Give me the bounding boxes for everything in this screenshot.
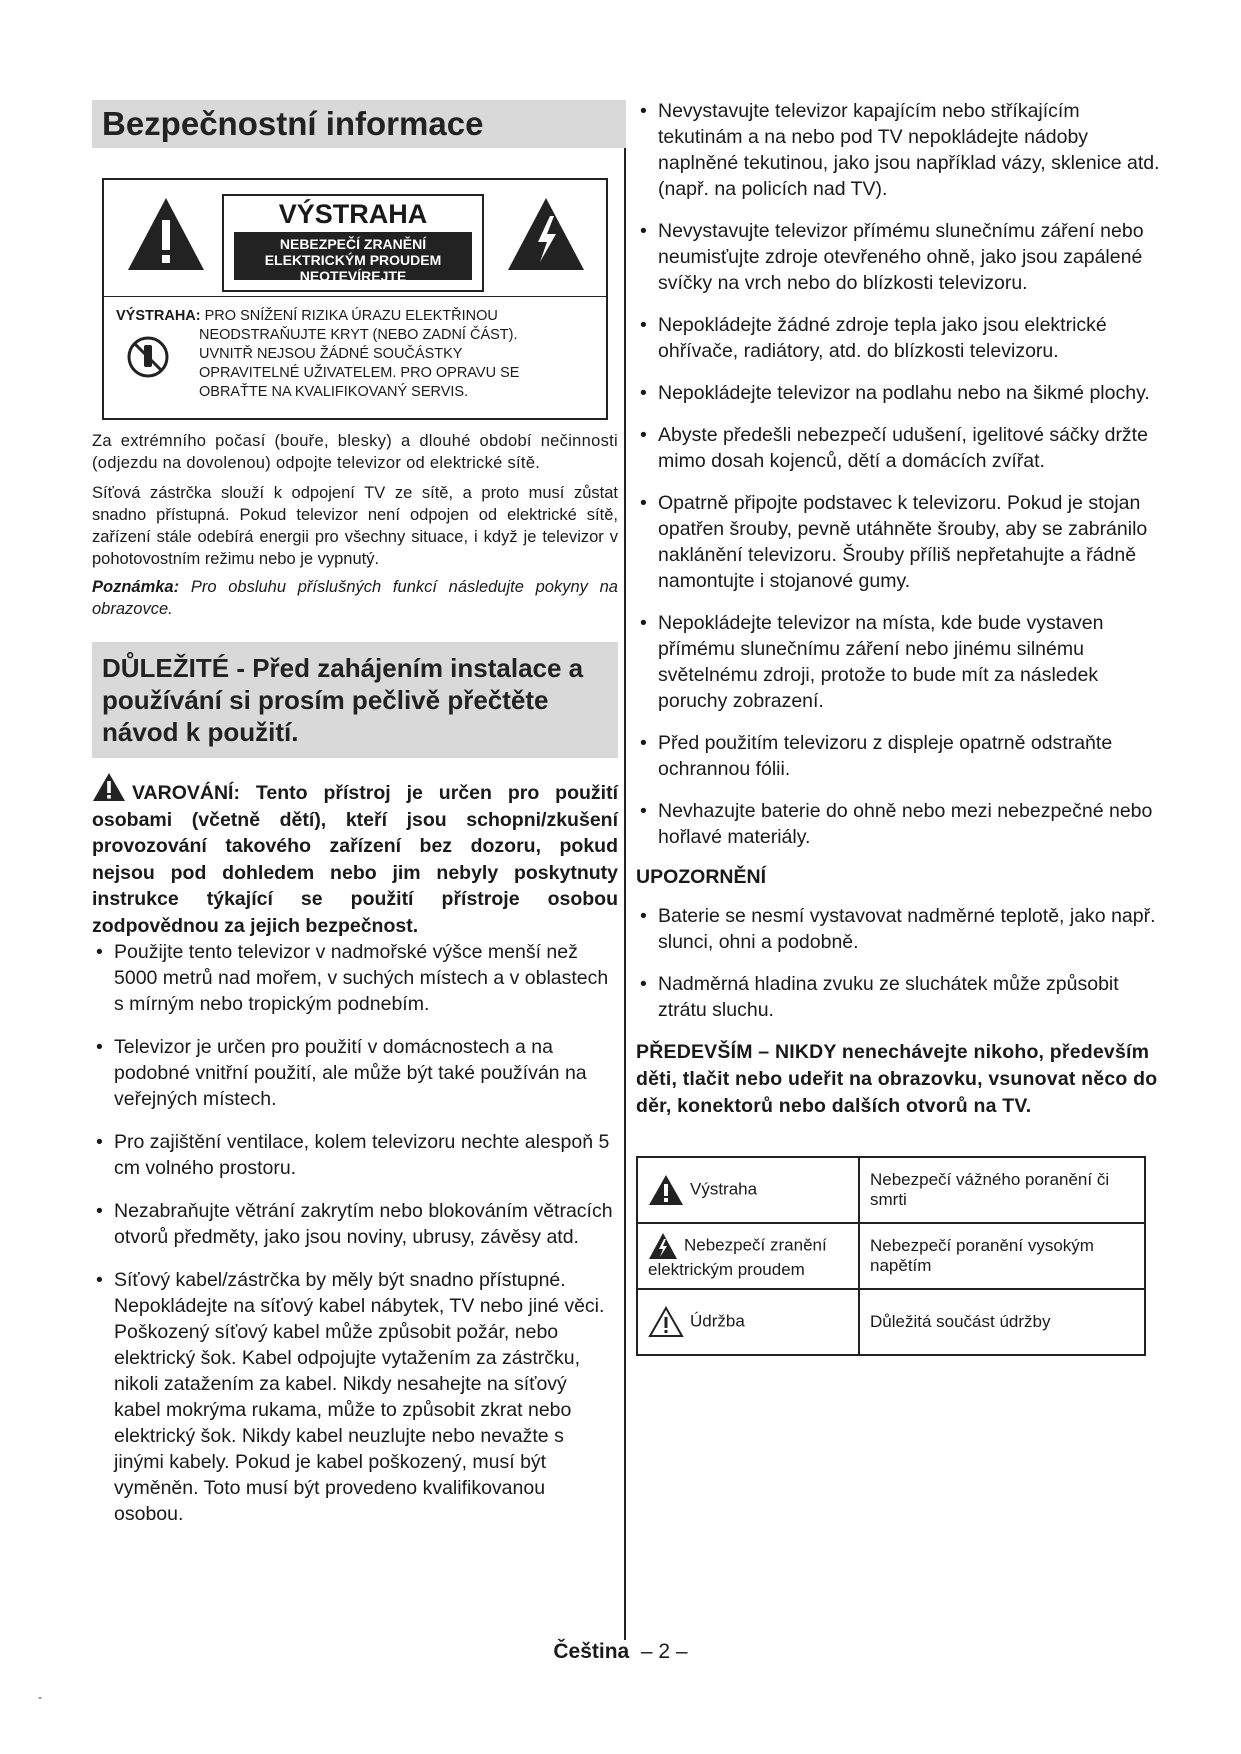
vystraha-heading: VÝSTRAHA	[278, 199, 428, 229]
right-column	[636, 98, 1168, 1356]
warning-line: OPRAVITELNÉ UŽIVATELEM. PRO OPRAVU SE	[199, 365, 520, 381]
table-cell: Nebezpečí vážného poranění či smrti	[859, 1157, 1145, 1223]
warning-label-top	[104, 180, 606, 297]
table-row	[637, 1223, 1145, 1289]
table-cell	[637, 1289, 859, 1355]
list-item: • Nadměrná hladina zvuku ze sluchátek může způsobit ztrátu sluchu.	[636, 971, 1168, 1023]
page-number: – 2 –	[640, 1640, 688, 1663]
list-item: • Nezabraňujte větrání zakrytím nebo blokováním větracích otvorů předměty, jako jsou noviny, ubrusy, závěsy atd.	[92, 1198, 618, 1250]
left-bullet-list	[92, 939, 618, 1527]
table-cell: Důležitá součást údržby	[859, 1289, 1145, 1355]
list-item: • Opatrně připojte podstavec k televizoru. Pokud je stojan opatřen šrouby, pevně utáhněte šrouby, aby se zabránilo naklánění televizoru. Šrouby příliš nepřetahujte a řádně namontujte i stojanové gumy.	[636, 490, 1168, 594]
note-label: Poznámka:	[92, 578, 180, 596]
table-cell	[637, 1157, 859, 1223]
varovani-text: VAROVÁNÍ: Tento přístroj je určen pro použití osobami (včetně dětí), kteří jsou schopni/zkušení provozování takového zařízení bez dozoru, pokud nejsou pod dohledem nebo jim nebyly poskytnuty instrukce týkající se použití přístroje osobou zodpovědnou za jejich bezpečnost.	[92, 782, 618, 937]
corner-mark: -	[38, 1690, 42, 1704]
list-item: • Nevystavujte televizor kapajícím nebo stříkajícím tekutinám a na nebo pod TV nepokládejte nádoby naplněné tekutinou, jako jsou například vázy, sklenice atd. (např. na policích nad TV).	[636, 98, 1168, 202]
right-bullet-list	[636, 98, 1168, 850]
list-item: • Abyste předešli nebezpečí udušení, igelitové sáčky držte mimo dosah kojenců, dětí a domácích zvířat.	[636, 422, 1168, 474]
band-line: NEBEZPEČÍ ZRANĚNÍ	[279, 236, 427, 252]
band-line: ELEKTRICKÝM PROUDEM	[264, 252, 442, 268]
varovani-paragraph	[92, 772, 618, 939]
warning-line: UVNITŘ NEJSOU ŽÁDNÉ SOUČÁSTKY	[199, 346, 463, 362]
warning-icon	[648, 1174, 684, 1206]
warning-lead: VÝSTRAHA:	[116, 308, 201, 324]
exclamation-warning-icon	[126, 194, 206, 274]
symbols-table	[636, 1156, 1146, 1356]
list-item: • Před použitím televizoru z displeje opatrně odstraňte ochrannou fólii.	[636, 730, 1168, 782]
predevsim-paragraph: PŘEDEVŠÍM – NIKDY nenechávejte nikoho, především děti, tlačit nebo udeřit na obrazovku, vsunovat něco do děr, konektorů nebo dalších otvorů na TV.	[636, 1041, 1158, 1117]
warning-label-text	[104, 297, 606, 412]
list-item: • Baterie se nesmí vystavovat nadměrné teplotě, jako např. slunci, ohni a podobně.	[636, 903, 1168, 955]
warning-line: OBRAŤTE NA KVALIFIKOVANÝ SERVIS.	[199, 384, 469, 400]
column-divider	[624, 100, 626, 1640]
table-cell: Nebezpečí poranění vysokým napětím	[859, 1223, 1145, 1289]
note-text: Pro obsluhu příslušných funkcí následujte pokyny na obrazovce.	[92, 578, 618, 618]
list-item: • Použijte tento televizor v nadmořské výšce menší než 5000 metrů nad mořem, v suchých místech a v oblastech s mírným nebo tropickým podnebím.	[92, 939, 618, 1017]
list-item: • Nepokládejte televizor na místa, kde bude vystaven přímému slunečnímu záření nebo jinému silnému světelnému zdroji, protože to bude mít za následek poruchy zobrazení.	[636, 610, 1168, 714]
table-label: Výstraha	[690, 1179, 758, 1199]
footer-language: Čeština	[553, 1640, 630, 1663]
no-tools-icon	[126, 335, 170, 379]
weather-paragraph: Za extrémního počasí (bouře, blesky) a dlouhé období nečinnosti (odjezdu na dovolenou) odpojte televizor od elektrické sítě.	[92, 432, 618, 472]
list-item: • Pro zajištění ventilace, kolem televizoru nechte alespoň 5 cm volného prostoru.	[92, 1129, 618, 1181]
important-heading: DŮLEŽITÉ - Před zahájením instalace a používání si prosím pečlivě přečtěte návod k použití.	[92, 642, 618, 758]
lightning-icon	[648, 1232, 678, 1260]
left-column	[92, 100, 618, 1544]
upozorneni-heading: UPOZORNĚNÍ	[636, 866, 767, 888]
list-item: • Nepokládejte televizor na podlahu nebo na šikmé plochy.	[636, 380, 1168, 406]
plug-paragraph: Síťová zástrčka slouží k odpojení TV ze sítě, a proto musí zůstat snadno přístupná. Pokud televizor není odpojen od elektrické sítě, zařízení stále odebírá energii pro všechny situace, i když je televizor v pohotovostním režimu nebo je vypnutý.	[92, 484, 618, 568]
maintenance-warning-icon	[648, 1306, 684, 1338]
warning-line: PRO SNÍŽENÍ RIZIKA ÚRAZU ELEKTŘINOU	[204, 308, 498, 324]
table-label: Údržba	[690, 1311, 745, 1331]
warning-line: NEODSTRAŇUJTE KRYT (NEBO ZADNÍ ČÁST).	[199, 327, 518, 343]
table-row	[637, 1289, 1145, 1355]
list-item: • Nevhazujte baterie do ohně nebo mezi nebezpečné nebo hořlavé materiály.	[636, 798, 1168, 850]
list-item: • Televizor je určen pro použití v domácnostech a na podobné vnitřní použití, ale může být také používán na veřejných místech.	[92, 1034, 618, 1112]
table-label: Nebezpečí zranění elektrickým proudem	[648, 1235, 827, 1279]
vystraha-band	[234, 232, 472, 284]
table-cell	[637, 1223, 859, 1289]
warning-icon	[92, 772, 126, 802]
note-paragraph	[92, 576, 618, 620]
lightning-warning-icon	[506, 194, 586, 274]
page-footer	[0, 1640, 1241, 1664]
list-item: • Nevystavujte televizor přímému slunečnímu záření nebo neumisťujte zdroje otevřeného ohně, jako jsou zapálené svíčky na vrch nebo do blízkosti televizoru.	[636, 218, 1168, 296]
vystraha-label	[222, 194, 484, 292]
warning-label-box	[102, 178, 608, 420]
list-item: • Nepokládejte žádné zdroje tepla jako jsou elektrické ohřívače, radiátory, atd. do blízkosti televizoru.	[636, 312, 1168, 364]
list-item: • Síťový kabel/zástrčka by měly být snadno přístupné. Nepokládejte na síťový kabel nábytek, TV nebo jiné věci. Poškozený síťový kabel může způsobit požár, nebo elektrický šok. Kabel odpojujte vytažením za zástrčku, nikoli zatažením za kabel. Nikdy nesahejte na síťový kabel mokrýma rukama, může to způsobit zkrat nebo elektrický šok. Nikdy kabel neuzlujte nebo nevažte s jinými kabely. Pokud je kabel poškozený, musí být vyměněn. Toto musí být provedeno kvalifikovanou osobou.	[92, 1267, 618, 1527]
band-line: NEOTEVÍREJTE	[299, 268, 407, 284]
page-title: Bezpečnostní informace	[92, 100, 626, 148]
table-row	[637, 1157, 1145, 1223]
caution-bullet-list	[636, 903, 1168, 1023]
